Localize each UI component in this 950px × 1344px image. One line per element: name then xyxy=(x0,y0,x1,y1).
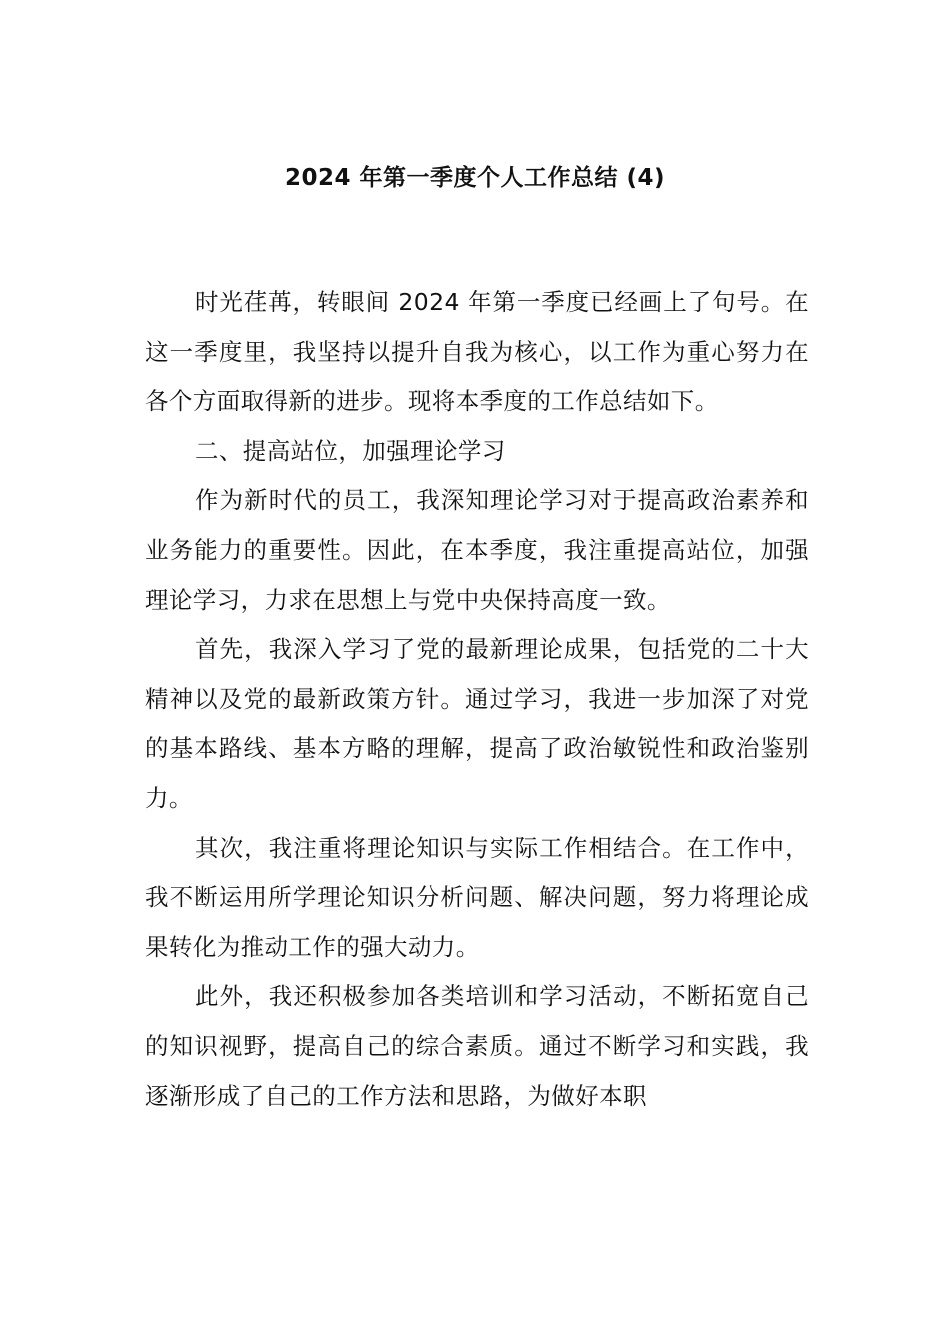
paragraph-additionally: 此外，我还积极参加各类培训和学习活动，不断拓宽自己的知识视野，提高自己的综合素质。通过不断学习和实践，我逐渐形成了自己的工作方法和思路，为做好本职 xyxy=(145,982,809,1110)
paragraph-intro: 时光荏苒，转眼间 2024 年第一季度已经画上了句号。在这一季度里，我坚持以提升自我为核心，以工作为重心努力在各个方面取得新的进步。现将本季度的工作总结如下。 xyxy=(145,288,809,416)
paragraph-first: 首先，我深入学习了党的最新理论成果，包括党的二十大精神以及党的最新政策方针。通过学习，我进一步加深了对党的基本路线、基本方略的理解，提高了政治敏锐性和政治鉴别力。 xyxy=(145,635,809,812)
paragraph-theory-study: 作为新时代的员工，我深知理论学习对于提高政治素养和业务能力的重要性。因此，在本季度，我注重提高站位，加强理论学习，力求在思想上与党中央保持高度一致。 xyxy=(145,486,809,614)
document-body xyxy=(145,278,809,1121)
section-heading: 二、提高站位，加强理论学习 xyxy=(195,436,506,465)
document-title: 2024 年第一季度个人工作总结 (4) xyxy=(284,165,666,191)
paragraph-second: 其次，我注重将理论知识与实际工作相结合。在工作中，我不断运用所学理论知识分析问题、解决问题，努力将理论成果转化为推动工作的强大动力。 xyxy=(145,833,809,961)
